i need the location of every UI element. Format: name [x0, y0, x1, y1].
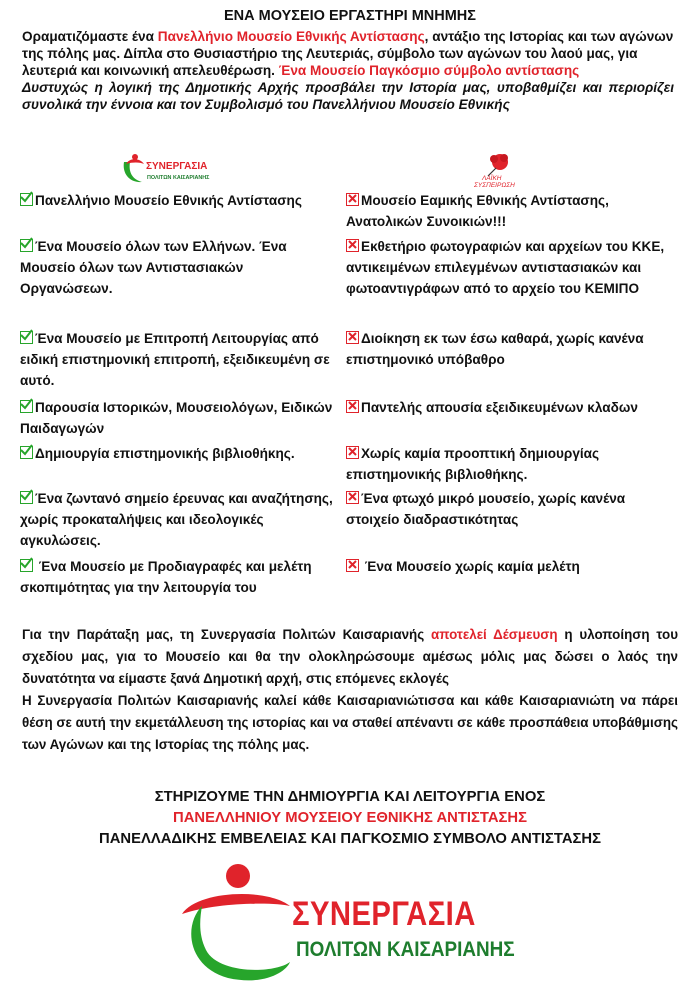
logo-word2: ΠΟΛΙΤΩΝ ΚΑΙΣΑΡΙΑΝΗΣ	[147, 175, 210, 181]
checkbox-cross-icon	[346, 400, 359, 413]
con-item: Διοίκηση εκ των έσω καθαρά, χωρίς κανένα επιστημονικό υπόβαθρο	[346, 331, 644, 367]
support-line-3: ΠΑΝΕΛΛΑΔΙΚΗΣ ΕΜΒΕΛΕΙΑΣ ΚΑΙ ΠΑΓΚΟΣΜΙΟ ΣΥΜΒΟΛΟ ΑΝΤΙΣΤΑΣΗΣ	[99, 831, 601, 847]
pro-item: Δημιουργία επιστημονικής βιβλιοθήκης.	[20, 443, 336, 464]
laiki-word1: ΛΑΪΚΗ	[482, 175, 502, 182]
page-title: ΕΝΑ ΜΟΥΣΕΙΟ ΕΡΓΑΣΤΗΡΙ ΜΝΗΜΗΣ	[224, 8, 476, 24]
laiki-syspeirosi-logo	[466, 150, 526, 190]
con-item: Χωρίς καμία προοπτική δημιουργίας επιστημονικής βιβλιοθήκης.	[346, 446, 600, 482]
checkbox-check-icon	[20, 559, 33, 572]
emblem-head	[226, 864, 250, 888]
closing-text	[22, 624, 678, 756]
checkbox-check-icon	[20, 400, 33, 413]
pro-item: Ένα Μουσείο με Επιτροπή Λειτουργίας από ειδική επιστημονική επιτροπή, εξειδικευμένη σε αυτό.	[20, 331, 330, 388]
checkbox-check-icon	[20, 446, 33, 459]
pro-item: Ένα Μουσείο όλων των Ελλήνων. Ένα Μουσείο όλων των Αντιστασιακών Οργανώσεων.	[20, 239, 287, 296]
checkbox-cross-icon	[346, 491, 359, 504]
footer-logo-word2: ΠΟΛΙΤΩΝ ΚΑΙΣΑΡΙΑΝΗΣ	[296, 938, 515, 961]
logo-word1: ΣΥΝΕΡΓΑΣΙΑ	[146, 161, 208, 172]
intro-critique: Δυστυχώς η λογική της Δημοτικής Αρχής προσβάλει την Ιστορία μας, υποβαθμίζει και περιορίζει συνολικά την έννοια και τον Συμβολισμό του Πανελλήνιου Μουσείο Εθνικής	[22, 80, 674, 112]
con-item: Εκθετήριο φωτογραφιών και αρχείων του ΚΚΕ, αντικειμένων επιλεγμένων αντιστασιακών και φωτοαντιγράφων από το αρχείο του ΚΕΜΙΠΟ	[346, 239, 665, 296]
closing-paragraph-2: Η Συνεργασία Πολιτών Καισαριανής καλεί κάθε Καισαριανιώτισσα και κάθε Καισαριανιώτη να πάρει θέση σε αυτή την εκμετάλλευση της ιστορίας και να σταθεί απέναντι σε κάθε προσπάθεια υποβάθμισης των Αγώνων και της Ιστορίας της πόλης μας.	[22, 693, 678, 752]
con-item: Μουσείο Εαμικής Εθνικής Αντίστασης, Ανατολικών Συνοικιών!!!	[346, 193, 609, 229]
checkbox-cross-icon	[346, 193, 359, 206]
intro-text	[22, 28, 674, 113]
closing-paragraph-1: Για την Παράταξη μας, τη Συνεργασία Πολιτών Καισαριανής αποτελεί Δέσμευση η υλοποίηση του σχεδίου μας, για το Μουσείο και θα την ολοκληρώσουμε αμέσως μόλις μας δώσει ο λαός την δυνατότητα να είμαστε ξανά Δημοτική αρχή, στις επόμενες εκλογές	[22, 627, 678, 686]
checkbox-check-icon	[20, 239, 33, 252]
support-line-1: ΣΤΗΡΙΖΟΥΜΕ ΤΗΝ ΔΗΜΙΟΥΡΓΙΑ ΚΑΙ ΛΕΙΤΟΥΡΓΙΑ ΕΝΟΣ	[154, 789, 546, 805]
emblem-green-swoosh	[191, 906, 290, 980]
checkbox-cross-icon	[346, 239, 359, 252]
logo-head	[132, 154, 138, 160]
pro-item: Ένα Μουσείο με Προδιαγραφές και μελέτη σκοπιμότητας για την λειτουργία του	[20, 559, 312, 595]
con-item: Ένα Μουσείο χωρίς καμία μελέτη	[346, 556, 676, 577]
support-line-2: ΠΑΝΕΛΛΗΝΙΟΥ ΜΟΥΣΕΙΟΥ ΕΘΝΙΚΗΣ ΑΝΤΙΣΤΑΣΗΣ	[173, 810, 527, 826]
pro-item: Ένα ζωντανό σημείο έρευνας και αναζήτησης, χωρίς προκαταλήψεις και ιδεολογικές αγκυλώσεις.	[20, 491, 333, 548]
logo-green-swoosh	[124, 162, 142, 182]
checkbox-check-icon	[20, 491, 33, 504]
pro-item: Πανελλήνιο Μουσείο Εθνικής Αντίστασης	[20, 190, 336, 211]
synergasia-logo-emblem	[178, 862, 298, 987]
support-statement	[0, 787, 700, 850]
checkbox-cross-icon	[346, 559, 359, 572]
con-item: Ένα φτωχό μικρό μουσείο, χωρίς κανένα στοιχείο διαδραστικότητας	[346, 491, 626, 527]
laiki-word2: ΣΥΣΠΕΙΡΩΣΗ	[474, 182, 515, 189]
checkbox-cross-icon	[346, 331, 359, 344]
checkbox-check-icon	[20, 193, 33, 206]
con-item: Παντελής απουσία εξειδικευμένων κλαδων	[346, 397, 676, 418]
synergasia-logo-small	[120, 152, 210, 186]
footer-logo-word1: ΣΥΝΕΡΓΑΣΙΑ	[292, 895, 476, 933]
pro-item: Παρουσία Ιστορικών, Μουσειολόγων, Ειδικών Παιδαγωγών	[20, 400, 333, 436]
checkbox-cross-icon	[346, 446, 359, 459]
checkbox-check-icon	[20, 331, 33, 344]
intro-paragraph: Οραματιζόμαστε ένα Πανελλήνιο Μουσείο Εθνικής Αντίστασης, αντάξιο της Ιστορίας και των αγώνων της πόλης μας. Δίπλα στο Θυσιαστήριο της Λευτεριάς, σύμβολο των αγώνων του λαού μας, για λευτεριά και κοινωνική απελευθέρωση. Ένα Μουσείο Παγκόσμιο σύμβολο αντίστασης	[22, 29, 674, 78]
